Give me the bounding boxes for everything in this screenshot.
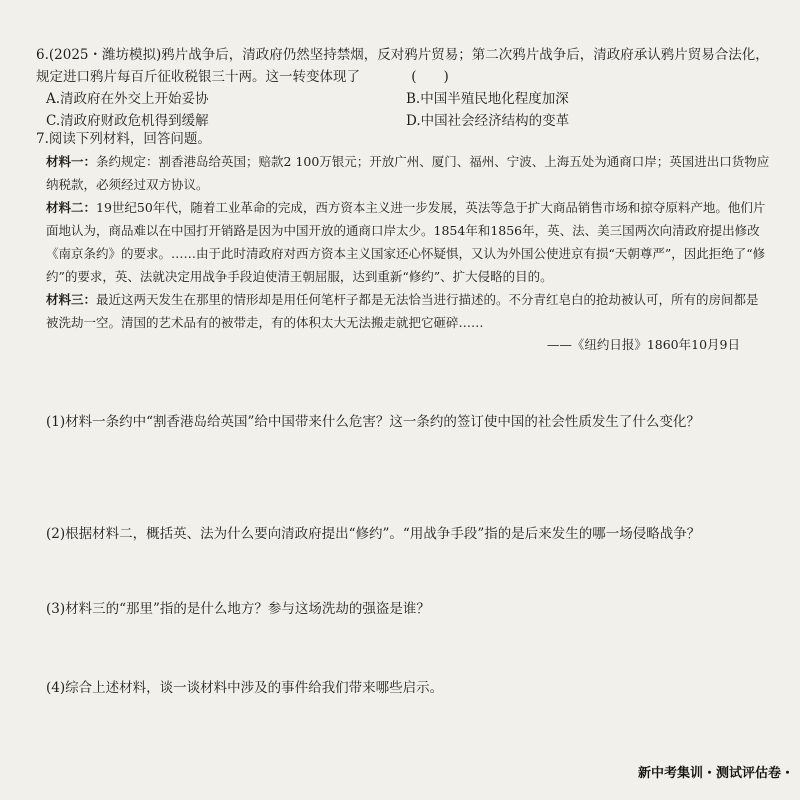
sub-question-4: (4)综合上述材料，谈一谈材料中涉及的事件给我们带来哪些启示。 [46,680,444,696]
material-2-label: 材料二： [46,200,97,215]
question-7-stem: 7.阅读下列材料，回答问题。 [36,131,211,147]
answer-parenthesis: ( ) [411,69,449,85]
material-1-text: 条约规定：割香港岛给英国；赔款2 100万银元；开放广州、厦门、福州、宁波、上海五处为通商口岸；英国进出口货物应纳税款，必须经过双方协议。 [46,154,770,192]
option-d: D.中国社会经济结构的变革 [406,113,570,129]
question-6 [36,44,770,132]
material-2-text: 19世纪50年代，随着工业革命的完成，西方资本主义进一步发展，英法等急于扩大商品销售市场和掠夺原料产地。他们片面地认为，商品难以在中国打开销路是因为中国开放的通商口岸太少。1854年和1856年，英、法、美三国两次向清政府提出修改《南京条约》的要求。……由于此时清政府对西方资本主义国家还心怀疑惧，又认为外国公使进京有损“天朝尊严”，因此拒绝了“修约”的要求，英、法就决定用战争手段迫使清王朝屈服，达到重新“修约”、扩大侵略的目的。 [46,200,766,284]
question-6-stem-text: 6.(2025・潍坊模拟)鸦片战争后，清政府仍然坚持禁烟，反对鸦片贸易；第二次鸦片战争后，清政府承认鸦片贸易合法化，规定进口鸦片每百斤征收税银三十两。这一转变体现了 [36,47,769,85]
material-1 [46,150,770,196]
question-7 [36,128,770,356]
question-6-options [46,88,770,132]
material-3-text: 最近这两天发生在那里的情形却是用任何笔杆子都是无法恰当进行描述的。不分青红皂白的抢劫被认可，所有的房间都是被洗劫一空。清国的艺术品有的被带走，有的体积太大无法搬走就把它砸碎…… [46,292,759,330]
material-3-source: ——《纽约日报》1860年10月9日 [546,337,740,352]
material-3 [46,288,770,334]
sub-question-3: (3)材料三的“那里”指的是什么地方？参与这场洗劫的强盗是谁？ [46,601,430,617]
material-2 [46,196,770,288]
sub-question-2: (2)根据材料二，概括英、法为什么要向清政府提出“修约”。“用战争手段”指的是后来发生的哪一场侵略战争？ [46,526,701,542]
option-b: B.中国半殖民地化程度加深 [406,91,569,107]
sub-question-1: (1)材料一条约中“割香港岛给英国”给中国带来什么危害？这一条约的签订使中国的社会性质发生了什么变化？ [46,414,700,430]
material-3-label: 材料三： [46,292,97,307]
option-c: C.清政府财政危机得到缓解 [46,113,209,129]
footer-series-title: 新中考集训・测试评估卷・ [637,766,794,781]
question-6-stem [36,44,770,88]
option-a: A.清政府在外交上开始妥协 [46,91,209,107]
material-1-label: 材料一： [46,154,97,169]
